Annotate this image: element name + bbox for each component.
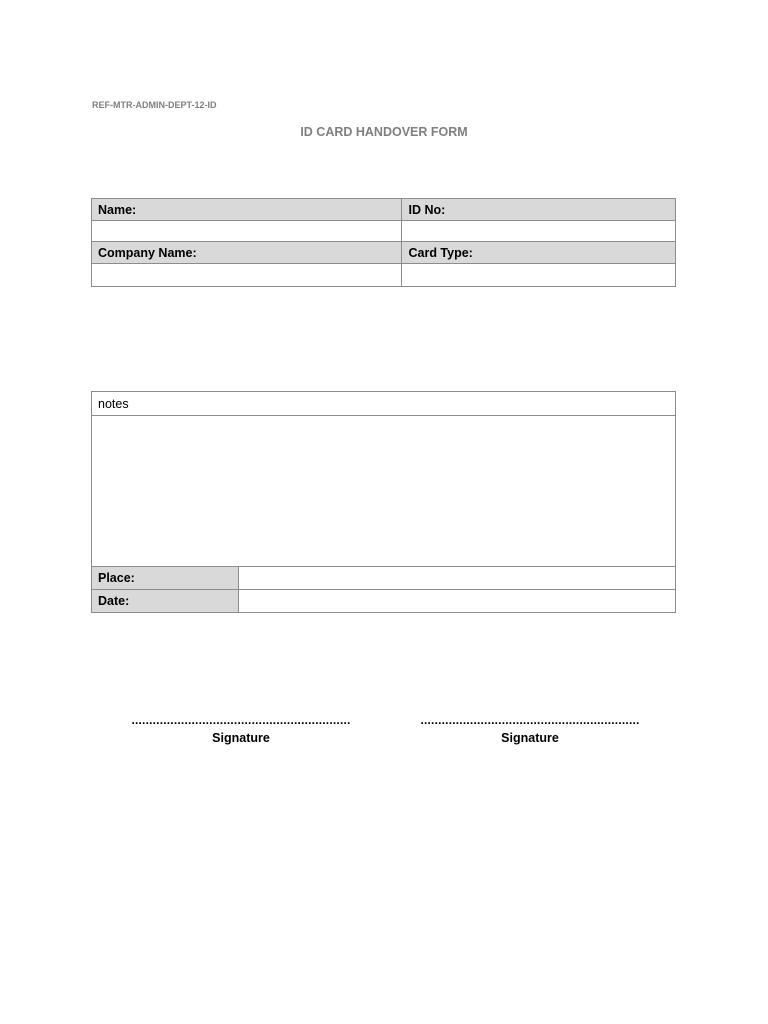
company-name-label: Company Name: bbox=[92, 242, 402, 264]
signature-block-right bbox=[395, 713, 665, 745]
notes-field[interactable] bbox=[92, 416, 676, 567]
document-reference: REF-MTR-ADMIN-DEPT-12-ID bbox=[92, 100, 217, 110]
signature-label-right: Signature bbox=[501, 731, 559, 745]
page-title: ID CARD HANDOVER FORM bbox=[300, 125, 468, 139]
name-field[interactable] bbox=[92, 221, 402, 242]
place-field[interactable] bbox=[239, 567, 676, 590]
place-label: Place: bbox=[92, 567, 239, 590]
id-no-field[interactable] bbox=[402, 221, 676, 242]
card-type-label: Card Type: bbox=[402, 242, 676, 264]
signature-line-left[interactable]: .............................................................. bbox=[131, 713, 351, 727]
name-label: Name: bbox=[92, 199, 402, 221]
date-label: Date: bbox=[92, 590, 239, 613]
id-no-label: ID No: bbox=[402, 199, 676, 221]
date-field[interactable] bbox=[239, 590, 676, 613]
signature-line-right[interactable]: .............................................................. bbox=[420, 713, 640, 727]
signature-block-left bbox=[106, 713, 376, 745]
company-name-field[interactable] bbox=[92, 264, 402, 287]
signature-label-left: Signature bbox=[212, 731, 270, 745]
card-type-field[interactable] bbox=[402, 264, 676, 287]
notes-table bbox=[91, 391, 676, 613]
notes-label: notes bbox=[92, 392, 676, 416]
identity-info-table bbox=[91, 198, 676, 287]
